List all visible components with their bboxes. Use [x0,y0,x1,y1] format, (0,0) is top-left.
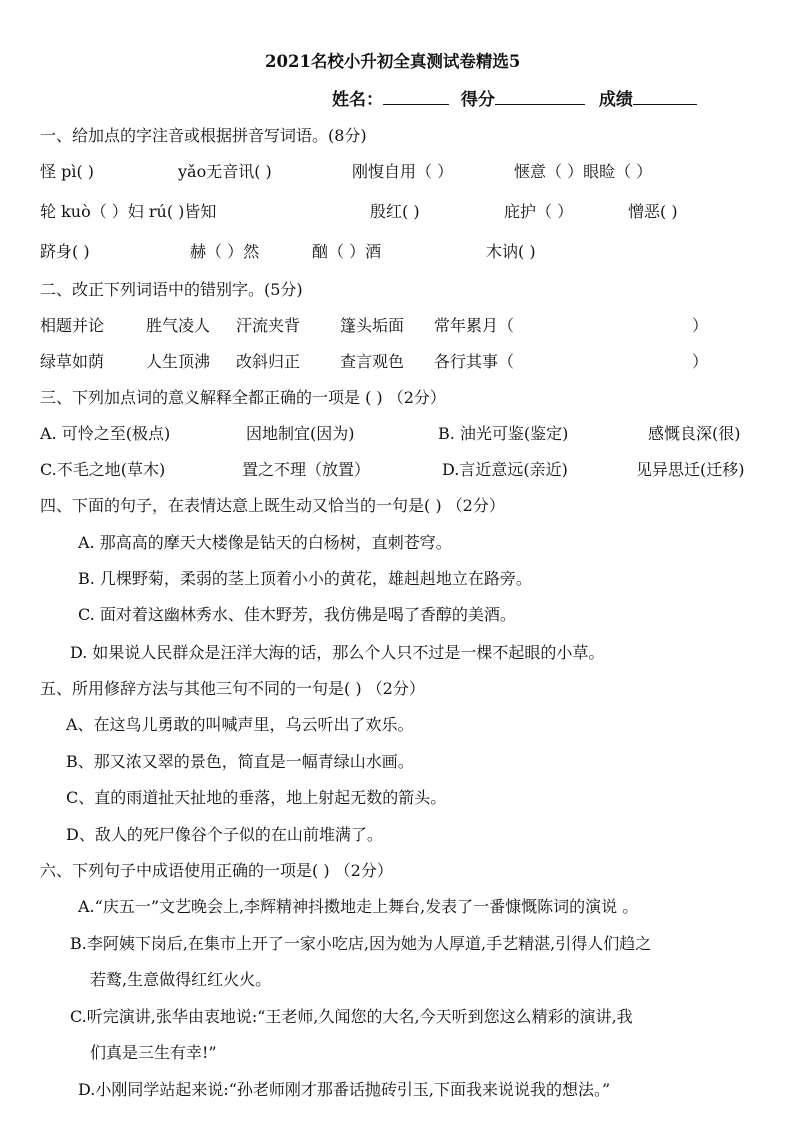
q2-word: 改斜归正 [236,352,301,371]
q1-item: 殷红( ) [370,202,420,221]
q3-option: 见异思迁(迁移) [636,460,745,479]
q2-word: 相题并论 [40,316,105,335]
q3-option: A. 可怜之至(极点) [40,424,171,443]
q6-heading: 六、下列句子中成语使用正确的一项是( ) （2分） [40,861,393,880]
q6-option-c-cont: 们真是三生有幸!” [90,1043,217,1062]
q5-option-a: A、在这鸟儿勇敢的叫喊声里，乌云听出了欢乐。 [66,715,414,734]
q1-item: 木讷( ) [486,242,536,261]
q4-heading: 四、下面的句子，在表情达意上既生动又恰当的一句是( ) （2分） [40,496,505,515]
q1-item: 惬意（ ）眼睑（ ） [514,162,653,181]
q2-word: 人生顶沸 [146,352,211,371]
q2-word: 查言观色 [340,352,405,371]
q1-item: 庇护（ ） [504,202,574,221]
page-title: 2021名校小升初全真测试卷精选5 [265,52,521,71]
q1-item: 怪 pì( ) [40,162,95,181]
q6-option-a: A.“庆五一”文艺晚会上,李辉精神抖擞地走上舞台,发表了一番慷慨陈词的演说 。 [78,897,639,916]
q2-word: 胜气凌人 [146,316,211,335]
q2-word: 常年累月（ [434,316,515,335]
q4-option-d: D. 如果说人民群众是汪洋大海的话，那么个人只不过是一棵不起眼的小草。 [70,643,605,662]
q4-option-c: C. 面对着这幽林秀水、佳木野芳，我仿佛是喝了香醇的美酒。 [78,605,516,624]
q5-option-b: B、那又浓又翠的景色，简直是一幅青绿山水画。 [66,752,414,771]
q3-option: 感慨良深(很) [648,424,741,443]
q1-item: 酗（ ）酒 [312,242,382,261]
q2-word: 各行其事（ [434,352,515,371]
q2-bracket: ） [692,316,709,335]
q2-heading: 二、改正下列词语中的错别字。(5分) [40,280,303,299]
q5-option-c: C、直的雨道扯天扯地的垂落，地上射起无数的箭头。 [66,788,447,807]
student-info-line [332,90,697,110]
q3-option: 置之不理（放置） [242,460,371,479]
q4-option-b: B. 几棵野菊，柔弱的茎上顶着小小的黄花，雄赳赳地立在路旁。 [78,569,532,588]
q1-item: yǎo无音讯( ) [178,162,272,181]
q1-heading: 一、给加点的字注音或根据拼音写词语。(8分) [40,126,367,145]
score-label: 得分 [460,90,495,110]
q6-option-d: D.小刚同学站起来说:“孙老师刚才那番话抛砖引玉,下面我来说说我的想法。” [78,1080,611,1099]
grade-blank[interactable] [633,90,697,105]
q1-item: 刚愎自用（ ） [352,162,454,181]
q3-option: 因地制宜(因为) [246,424,355,443]
q2-word: 绿草如荫 [40,352,105,371]
q3-option: D.言近意远(亲近) [442,460,568,479]
q1-item: 跻身( ) [40,242,90,261]
q5-option-d: D、敌人的死尸像谷个子似的在山前堆满了。 [66,825,383,844]
q1-item: 憎恶( ) [628,202,678,221]
q3-heading: 三、下列加点词的意义解释全都正确的一项是 ( ) （2分） [40,388,446,407]
name-label: 姓名： [332,90,383,110]
q5-heading: 五、所用修辞方法与其他三句不同的一句是( ) （2分） [40,679,425,698]
name-blank[interactable] [383,90,449,105]
q6-option-c: C.听完演讲,张华由衷地说:“王老师,久闻您的大名,今天听到您这么精彩的演讲,我 [70,1007,633,1026]
score-blank[interactable] [495,90,585,105]
q2-bracket: ） [692,352,709,371]
q1-item: 轮 kuò（ ）妇 rú( )皆知 [40,202,217,221]
q3-option: C.不毛之地(草木) [40,460,166,479]
q6-option-b-cont: 若鹜,生意做得红红火火。 [90,970,272,989]
grade-label: 成绩 [598,90,633,110]
q6-option-b: B.李阿姨下岗后,在集市上开了一家小吃店,因为她为人厚道,手艺精湛,引得人们趋之 [70,934,652,953]
q2-word: 篷头垢面 [340,316,405,335]
q3-option: B. 油光可鉴(鉴定) [438,424,569,443]
q4-option-a: A. 那高高的摩天大楼像是钻天的白杨树，直刺苍穹。 [78,533,452,552]
q2-word: 汗流夹背 [236,316,301,335]
q1-item: 赫（ ）然 [190,242,260,261]
